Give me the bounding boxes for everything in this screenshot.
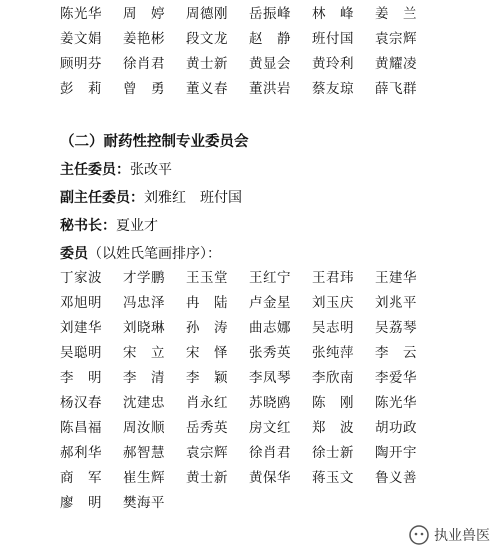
members-line xyxy=(60,242,221,266)
person-name: 郝利华 xyxy=(60,445,102,461)
person-name: 吴志明 xyxy=(312,320,354,336)
person-name: 鲁义善 xyxy=(375,470,417,486)
person-name: 陈 刚 xyxy=(312,395,354,411)
person-name: 刘晓琳 xyxy=(123,320,165,336)
person-name: 陈昌福 xyxy=(60,420,102,436)
person-name: 陶开宇 xyxy=(375,445,417,461)
person-name: 赵 静 xyxy=(249,31,291,47)
watermark xyxy=(405,523,494,547)
person-name: 冉 陆 xyxy=(186,295,228,311)
name-row xyxy=(60,441,500,466)
person-name: 邓旭明 xyxy=(60,295,102,311)
person-name: 张秀英 xyxy=(249,345,291,361)
person-name: 宋 立 xyxy=(123,345,165,361)
secretary-value: 夏业才 xyxy=(116,218,158,234)
person-name: 王建华 xyxy=(375,270,417,286)
person-name: 李欣南 xyxy=(312,370,354,386)
vice-chair-value: 刘雅红 班付国 xyxy=(144,190,242,206)
person-name: 姜艳彬 xyxy=(123,31,165,47)
chair-label: 主任委员： xyxy=(60,162,130,178)
name-row xyxy=(60,366,500,391)
person-name: 黄显会 xyxy=(249,56,291,72)
name-row xyxy=(60,416,500,441)
person-name: 曾 勇 xyxy=(123,81,165,97)
person-name: 陈光华 xyxy=(375,395,417,411)
name-row xyxy=(60,52,500,77)
person-name: 薛飞群 xyxy=(375,81,417,97)
person-name: 周汝顺 xyxy=(123,420,165,436)
member-name-grid xyxy=(60,266,500,516)
name-row xyxy=(60,391,500,416)
committee-name-grid-top xyxy=(60,2,500,102)
person-name: 董义春 xyxy=(186,81,228,97)
person-name: 董洪岩 xyxy=(249,81,291,97)
vice-chair-line xyxy=(60,186,242,210)
person-name: 孙 涛 xyxy=(186,320,228,336)
person-name: 曲志娜 xyxy=(249,320,291,336)
name-row xyxy=(60,27,500,52)
person-name: 姜 兰 xyxy=(375,6,417,22)
name-row xyxy=(60,466,500,491)
chair-line xyxy=(60,158,172,182)
person-name: 樊海平 xyxy=(123,495,165,511)
name-row xyxy=(60,77,500,102)
person-name: 陈光华 xyxy=(60,6,102,22)
person-name: 李 明 xyxy=(60,370,102,386)
person-name: 才学鹏 xyxy=(123,270,165,286)
name-row xyxy=(60,341,500,366)
name-row xyxy=(60,2,500,27)
person-name: 王玉堂 xyxy=(186,270,228,286)
person-name: 徐士新 xyxy=(312,445,354,461)
person-name: 彭 莉 xyxy=(60,81,102,97)
secretary-label: 秘书长： xyxy=(60,218,116,234)
person-name: 蔡友琼 xyxy=(312,81,354,97)
person-name: 房文红 xyxy=(249,420,291,436)
person-name: 商 军 xyxy=(60,470,102,486)
person-name: 冯忠泽 xyxy=(123,295,165,311)
person-name: 杨汉春 xyxy=(60,395,102,411)
person-name: 李 颖 xyxy=(186,370,228,386)
person-name: 丁家波 xyxy=(60,270,102,286)
person-name: 袁宗辉 xyxy=(375,31,417,47)
section-heading: （二）耐药性控制专业委员会 xyxy=(60,133,249,150)
person-name: 黄耀凌 xyxy=(375,56,417,72)
person-name: 吴聪明 xyxy=(60,345,102,361)
person-name: 顾明芬 xyxy=(60,56,102,72)
person-name: 林 峰 xyxy=(312,6,354,22)
person-name: 岳秀英 xyxy=(186,420,228,436)
vice-chair-label: 副主任委员： xyxy=(60,190,144,206)
person-name: 李凤琴 xyxy=(249,370,291,386)
name-row xyxy=(60,291,500,316)
person-name: 吴荔琴 xyxy=(375,320,417,336)
person-name: 黄士新 xyxy=(186,56,228,72)
wechat-icon xyxy=(409,525,429,545)
person-name: 苏晓鸥 xyxy=(249,395,291,411)
person-name: 张纯萍 xyxy=(312,345,354,361)
name-row xyxy=(60,491,500,516)
person-name: 郑 波 xyxy=(312,420,354,436)
person-name: 周德刚 xyxy=(186,6,228,22)
person-name: 宋 怿 xyxy=(186,345,228,361)
person-name: 黄玲利 xyxy=(312,56,354,72)
person-name: 李 云 xyxy=(375,345,417,361)
person-name: 徐肖君 xyxy=(249,445,291,461)
person-name: 刘玉庆 xyxy=(312,295,354,311)
person-name: 卢金星 xyxy=(249,295,291,311)
person-name: 崔生辉 xyxy=(123,470,165,486)
watermark-text: 执业兽医 xyxy=(434,528,490,544)
chair-value: 张改平 xyxy=(130,162,172,178)
members-label: 委员 xyxy=(60,246,88,262)
person-name: 段文龙 xyxy=(186,31,228,47)
person-name: 岳振峰 xyxy=(249,6,291,22)
person-name: 蒋玉文 xyxy=(312,470,354,486)
name-row xyxy=(60,266,500,291)
person-name: 李爱华 xyxy=(375,370,417,386)
person-name: 袁宗辉 xyxy=(186,445,228,461)
person-name: 周 婷 xyxy=(123,6,165,22)
person-name: 李 清 xyxy=(123,370,165,386)
person-name: 王君玮 xyxy=(312,270,354,286)
person-name: 徐肖君 xyxy=(123,56,165,72)
name-row xyxy=(60,316,500,341)
members-note: （以姓氏笔画排序）： xyxy=(88,246,221,262)
person-name: 郝智慧 xyxy=(123,445,165,461)
person-name: 胡功政 xyxy=(375,420,417,436)
person-name: 姜文娟 xyxy=(60,31,102,47)
person-name: 廖 明 xyxy=(60,495,102,511)
person-name: 黄保华 xyxy=(249,470,291,486)
person-name: 刘建华 xyxy=(60,320,102,336)
person-name: 沈建忠 xyxy=(123,395,165,411)
person-name: 黄士新 xyxy=(186,470,228,486)
person-name: 刘兆平 xyxy=(375,295,417,311)
secretary-line xyxy=(60,214,158,238)
person-name: 肖永红 xyxy=(186,395,228,411)
person-name: 王红宁 xyxy=(249,270,291,286)
person-name: 班付国 xyxy=(312,31,354,47)
